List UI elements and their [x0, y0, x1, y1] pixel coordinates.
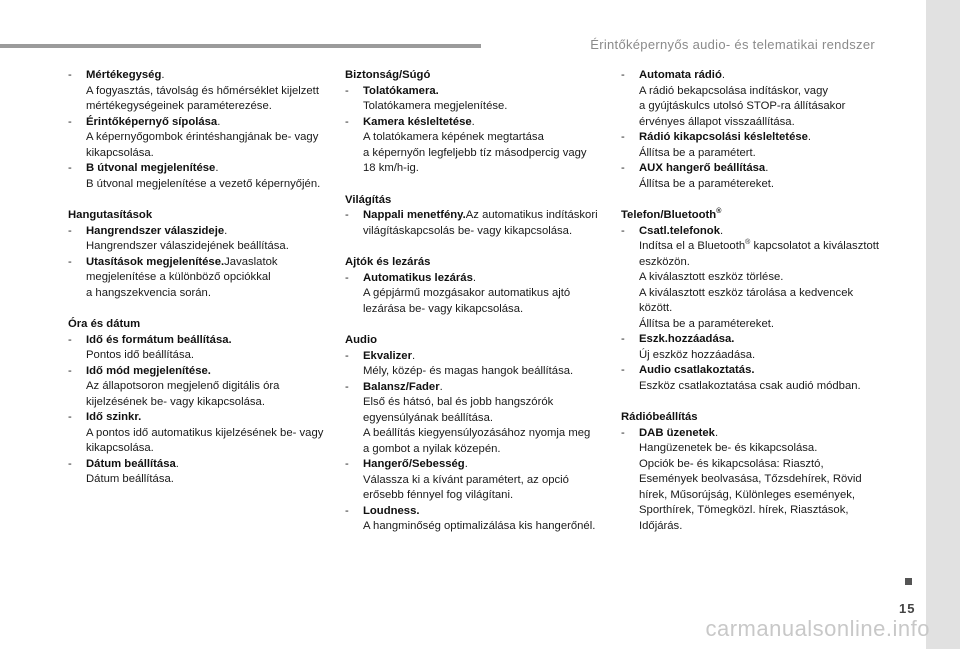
bullet-dash-icon: - — [345, 209, 349, 221]
settings-item — [621, 363, 886, 394]
bullet-dash-icon: - — [345, 349, 349, 362]
bullet-dash-icon: - — [621, 333, 625, 345]
section-title: Ajtók és lezárás — [345, 256, 431, 268]
item-title: Balansz/Fader — [363, 380, 440, 393]
item-title: Kamera késleltetése — [363, 115, 472, 128]
item-description: erősebb fénnyel fog világítani. — [363, 489, 514, 501]
item-heading — [639, 363, 886, 379]
item-title: Idő és formátum beállítása. — [86, 333, 232, 346]
item-description: Indítsa el a Bluetooth® kapcsolatot a kiválasztott — [639, 239, 880, 252]
settings-item — [68, 224, 333, 255]
item-heading — [639, 68, 886, 84]
settings-section — [621, 208, 886, 394]
item-description: Mély, közép- és magas hangok beállítása. — [363, 365, 574, 377]
item-description: Állítsa be a paramétereket. — [639, 177, 775, 190]
item-heading — [363, 208, 605, 224]
section-marker-icon — [905, 578, 912, 585]
item-title-suffix: . — [439, 380, 443, 393]
settings-item — [68, 68, 333, 115]
section-title: Telefon/Bluetooth® — [621, 208, 722, 221]
section-title: Biztonság/Súgó — [345, 69, 431, 81]
bullet-dash-icon: - — [68, 162, 72, 174]
item-title: Tolatókamera. — [363, 84, 439, 97]
item-heading — [363, 271, 605, 287]
item-description: A rádió bekapcsolása indításkor, vagy — [639, 84, 829, 97]
section-title: Hangutasítások — [68, 209, 153, 221]
item-description: A beállítás kiegyensúlyozásához nyomja meg — [363, 427, 591, 439]
bullet-dash-icon: - — [345, 84, 349, 97]
item-description: érvényes állapot visszaállítása. — [639, 115, 795, 128]
item-title: Ekvalizer — [363, 349, 412, 362]
item-title: DAB üzenetek — [639, 426, 715, 439]
item-heading — [86, 457, 333, 473]
item-title: Utasítások megjelenítése. — [86, 255, 225, 268]
item-title: Audio csatlakoztatás. — [639, 364, 755, 376]
item-title: Idő mód megjelenítése. — [86, 364, 211, 377]
item-title-suffix: Javaslatok — [224, 255, 278, 268]
item-title: AUX hangerő beállítása — [639, 162, 766, 174]
item-description: A pontos idő automatikus kijelzésének be- vagy — [86, 426, 324, 439]
item-title: Eszk.hozzáadása. — [639, 333, 735, 345]
settings-section — [68, 317, 333, 488]
settings-item — [621, 224, 886, 333]
bullet-dash-icon: - — [345, 458, 349, 470]
settings-item — [68, 255, 333, 302]
item-title-suffix: . — [721, 69, 725, 81]
bullet-dash-icon: - — [345, 504, 349, 517]
item-title-suffix: . — [472, 271, 477, 284]
item-description: A képernyőgombok érintéshangjának be- vagy — [86, 131, 319, 143]
item-description: a gyújtáskulcs utolsó STOP-ra állításakor — [639, 100, 846, 112]
item-description: hírek, Műsorújság, Különleges események, — [639, 488, 856, 501]
bullet-dash-icon: - — [621, 131, 625, 143]
settings-section — [621, 410, 886, 534]
item-heading — [86, 364, 333, 380]
item-heading — [639, 332, 886, 348]
item-heading — [86, 333, 333, 349]
item-description: A fogyasztás, távolság és hőmérséklet kijelzett — [86, 84, 319, 97]
item-title-suffix: . — [471, 115, 475, 128]
item-title: Nappali menetfény. — [363, 209, 466, 221]
settings-item — [621, 130, 886, 161]
item-description: között. — [639, 302, 673, 314]
item-description: kijelzésének be- vagy kikapcsolása. — [86, 395, 265, 408]
item-title: Idő szinkr. — [86, 411, 142, 423]
item-description: Új eszköz hozzáadása. — [639, 348, 756, 361]
bullet-dash-icon: - — [68, 457, 72, 470]
item-description: A tolatókamera képének megtartása — [363, 131, 544, 143]
item-heading — [86, 410, 333, 426]
side-tab — [926, 0, 960, 649]
settings-section — [345, 68, 605, 177]
bullet-dash-icon: - — [621, 364, 625, 376]
item-heading — [363, 457, 605, 473]
bullet-dash-icon: - — [68, 364, 72, 377]
item-title-suffix: . — [464, 458, 468, 470]
item-title-suffix: . — [765, 162, 769, 174]
item-description: 18 km/h-ig. — [363, 162, 419, 174]
settings-item — [345, 84, 605, 115]
item-heading — [639, 161, 886, 177]
item-title: B útvonal megjelenítése — [86, 162, 216, 174]
item-title: Automatikus lezárás — [363, 271, 473, 284]
item-title-suffix: . — [719, 224, 724, 237]
bullet-dash-icon: - — [621, 426, 625, 439]
item-description: mértékegységeinek paraméterezése. — [86, 100, 272, 112]
bullet-dash-icon: - — [621, 162, 625, 174]
item-title: Mértékegység — [86, 69, 162, 81]
settings-section — [68, 208, 333, 301]
item-description: a hangszekvencia során. — [86, 286, 211, 299]
settings-section — [345, 333, 605, 535]
item-heading — [363, 84, 605, 100]
item-title-suffix: . — [412, 349, 416, 362]
settings-item — [621, 332, 886, 363]
settings-item — [621, 68, 886, 130]
item-title: Csatl.telefonok — [639, 224, 720, 237]
item-description: világításkapcsolás be- vagy kikapcsolása. — [363, 224, 573, 237]
settings-item — [68, 364, 333, 411]
item-title: Rádió kikapcsolási késleltetése — [639, 131, 808, 143]
settings-item — [345, 504, 605, 535]
item-description: Eszköz csatlakoztatása csak audió módban. — [639, 379, 861, 392]
item-description: Hangüzenetek be- és kikapcsolása. — [639, 442, 818, 454]
settings-section — [345, 255, 605, 317]
settings-item — [68, 410, 333, 457]
item-heading — [86, 255, 333, 271]
header-bar — [0, 44, 481, 48]
item-title: Loudness. — [363, 504, 420, 517]
item-title: Hangerő/Sebesség — [363, 458, 465, 470]
bullet-dash-icon: - — [68, 255, 72, 268]
settings-item — [68, 333, 333, 364]
settings-item — [345, 115, 605, 177]
item-title: Dátum beállítása — [86, 457, 176, 470]
item-description: egyensúlyának beállítása. — [363, 411, 494, 424]
settings-item — [621, 161, 886, 192]
settings-item — [345, 349, 605, 380]
section-title: Rádióbeállítás — [621, 411, 698, 423]
section-title: Audio — [345, 334, 377, 346]
item-description: A hangminőség optimalizálása kis hangerőnél. — [363, 520, 596, 532]
item-description: Opciók be- és kikapcsolása: Riasztó, — [639, 457, 824, 470]
settings-item — [345, 380, 605, 458]
settings-item — [68, 457, 333, 488]
settings-item — [621, 426, 886, 535]
bullet-dash-icon: - — [68, 69, 72, 81]
item-description: Hangrendszer válaszidejének beállítása. — [86, 240, 289, 252]
item-description: a gombot a nyilak közepén. — [363, 442, 501, 455]
item-description: Tolatókamera megjelenítése. — [363, 100, 508, 112]
item-description: Az állapotsoron megjelenő digitális óra — [86, 380, 280, 392]
item-description: megjelenítése a különböző opciókkal — [86, 271, 271, 283]
item-description: Pontos idő beállítása. — [86, 349, 195, 361]
bullet-dash-icon: - — [621, 69, 625, 81]
settings-section — [68, 68, 333, 192]
item-title-suffix: . — [714, 426, 719, 439]
item-heading — [86, 224, 333, 240]
item-description: B útvonal megjelenítése a vezető képernyőjén. — [86, 177, 321, 190]
item-title-suffix: . — [807, 131, 812, 143]
item-description: A gépjármű mozgásakor automatikus ajtó — [363, 287, 571, 299]
bullet-dash-icon: - — [345, 115, 349, 128]
column-left — [68, 68, 333, 504]
item-description: Első és hátsó, bal és jobb hangszórók — [363, 396, 554, 408]
item-heading — [86, 115, 333, 131]
item-title-suffix: . — [215, 162, 219, 174]
item-description: kikapcsolása. — [86, 146, 154, 159]
item-heading — [639, 426, 886, 442]
item-description: Időjárás. — [639, 519, 683, 532]
item-description: lezárása be- vagy kikapcsolása. — [363, 302, 524, 315]
bullet-dash-icon: - — [68, 115, 72, 128]
item-title-suffix: . — [175, 457, 179, 470]
item-description: Állítsa be a paramétert. — [639, 146, 756, 159]
item-description: Események beolvasása, Tőzsdehírek, Rövid — [639, 473, 862, 485]
column-middle — [345, 68, 605, 551]
item-title-suffix: . — [161, 69, 165, 81]
settings-item — [68, 161, 333, 192]
item-description: A kiválasztott eszköz törlése. — [639, 271, 784, 283]
bullet-dash-icon: - — [345, 380, 349, 393]
item-title: Érintőképernyő sípolása — [86, 115, 218, 128]
item-heading — [639, 224, 886, 240]
section-title: Világítás — [345, 193, 392, 206]
item-heading — [363, 115, 605, 131]
settings-item — [345, 208, 605, 239]
bullet-dash-icon: - — [621, 224, 625, 237]
bullet-dash-icon: - — [68, 411, 72, 423]
settings-item — [345, 271, 605, 318]
watermark: carmanualsonline.info — [705, 616, 930, 641]
item-heading — [86, 161, 333, 177]
item-description: Állítsa be a paramétereket. — [639, 317, 775, 330]
settings-section — [345, 193, 605, 240]
item-description: kikapcsolása. — [86, 442, 154, 454]
item-description: Sporthírek, Tömegközl. hírek, Riasztások, — [639, 504, 849, 516]
item-heading — [363, 380, 605, 396]
item-title-suffix: Az automatikus indításkori — [465, 209, 598, 221]
item-heading — [639, 130, 886, 146]
item-description: Válassza ki a kívánt paramétert, az opció — [363, 473, 569, 486]
settings-section — [621, 68, 886, 192]
item-heading — [86, 68, 333, 84]
column-right — [621, 68, 886, 550]
section-title: Óra és dátum — [68, 318, 141, 330]
item-description: eszközön. — [639, 255, 690, 268]
item-title-suffix: . — [224, 224, 228, 237]
page-number: 15 — [899, 601, 916, 616]
item-description: A kiválasztott eszköz tárolása a kedvencek — [639, 286, 854, 299]
settings-item — [345, 457, 605, 504]
item-heading — [363, 504, 605, 520]
page-header-title: Érintőképernyős audio- és telematikai rendszer — [590, 37, 875, 52]
item-title: Hangrendszer válaszideje — [86, 224, 225, 237]
item-description: a képernyőn legfeljebb tíz másodpercig vagy — [363, 146, 587, 159]
bullet-dash-icon: - — [345, 271, 349, 284]
bullet-dash-icon: - — [68, 224, 72, 237]
item-heading — [363, 349, 605, 365]
item-title: Automata rádió — [639, 69, 722, 81]
bullet-dash-icon: - — [68, 333, 72, 346]
settings-item — [68, 115, 333, 162]
item-title-suffix: . — [217, 115, 221, 128]
item-description: Dátum beállítása. — [86, 473, 174, 485]
